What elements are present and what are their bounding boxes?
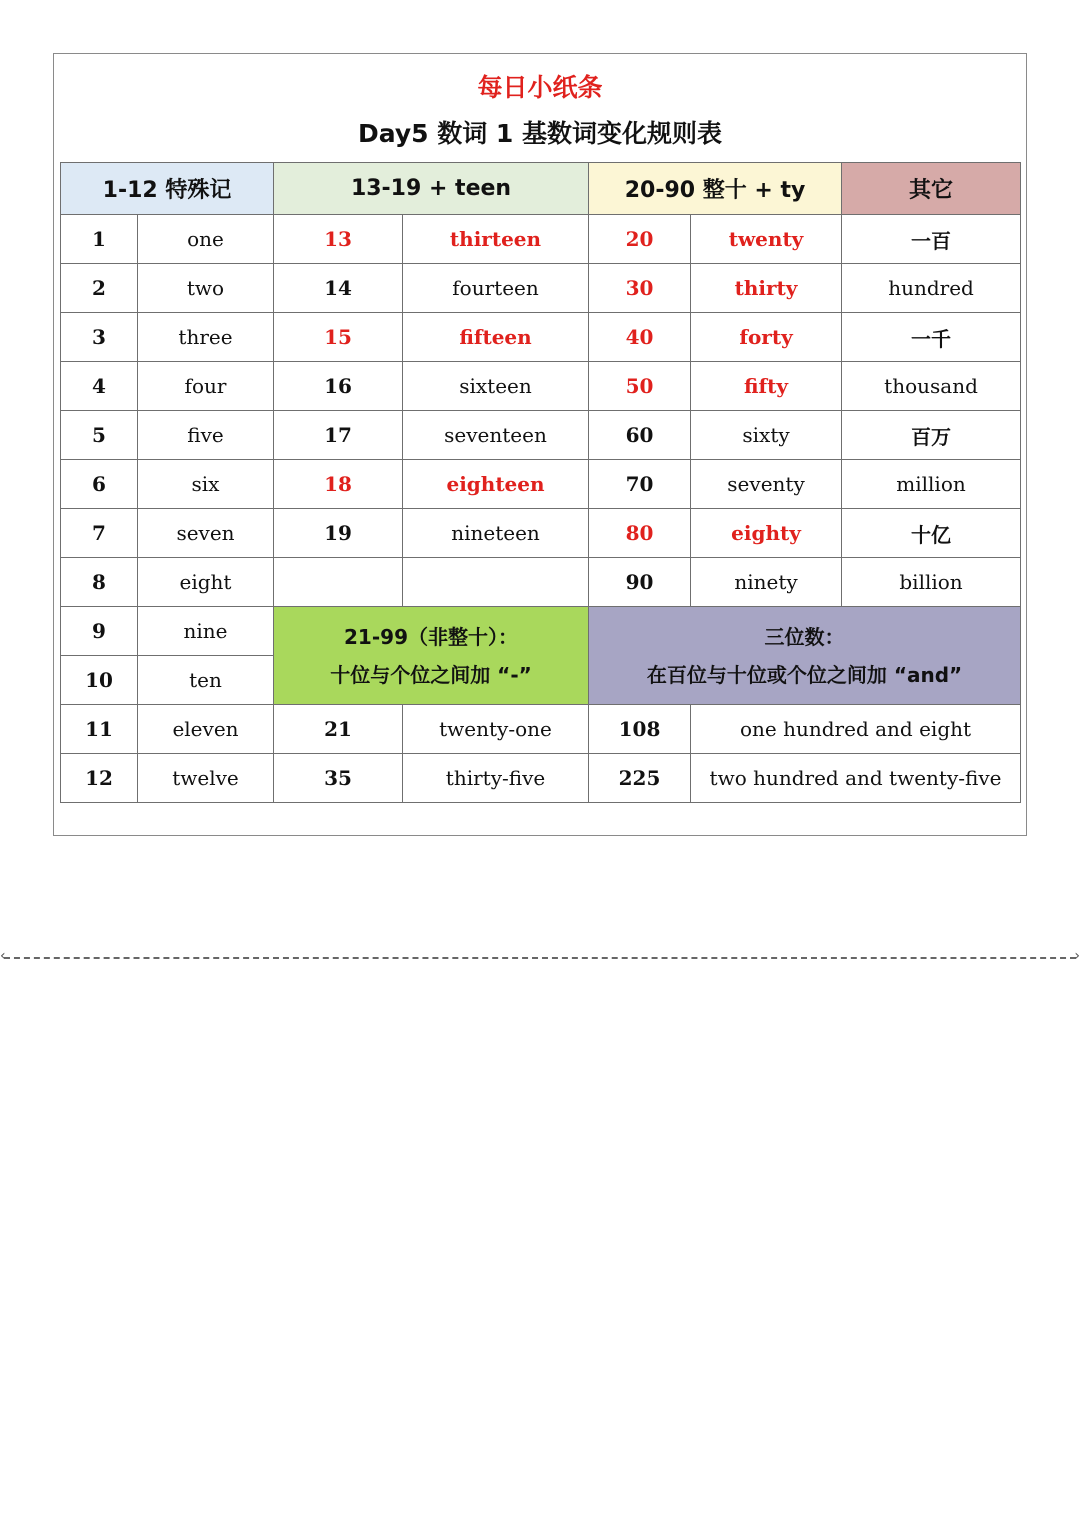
word-cell: eighty [691, 509, 842, 558]
table-header-row [61, 163, 1021, 215]
cardinal-numbers-table [60, 162, 1021, 803]
other-cell: 十亿 [842, 509, 1021, 558]
cut-line-right-arrow-icon: › [1074, 948, 1080, 964]
word-cell: eighteen [403, 460, 589, 509]
word-cell: eight [138, 558, 274, 607]
number-cell: 14 [274, 264, 403, 313]
number-cell: 5 [61, 411, 138, 460]
table-row [61, 754, 1021, 803]
table-row [61, 362, 1021, 411]
word-cell: one [138, 215, 274, 264]
number-cell: 80 [589, 509, 691, 558]
number-cell: 40 [589, 313, 691, 362]
three-digit-rule-line2: 在百位与十位或个位之间加 “and” [646, 662, 963, 687]
header-teen: 13-19 + teen [274, 163, 589, 215]
table-row [61, 509, 1021, 558]
word-cell: fifty [691, 362, 842, 411]
header-special: 1-12 特殊记 [61, 163, 274, 215]
word-cell: nineteen [403, 509, 589, 558]
empty-cell [274, 558, 403, 607]
word-cell: sixty [691, 411, 842, 460]
header-other: 其它 [842, 163, 1021, 215]
number-cell: 30 [589, 264, 691, 313]
number-cell: 90 [589, 558, 691, 607]
word-cell: two hundred and twenty-five [691, 754, 1021, 803]
cut-line-left-arrow-icon: ‹ [0, 948, 6, 964]
table-row [61, 411, 1021, 460]
other-cell: 百万 [842, 411, 1021, 460]
number-cell: 35 [274, 754, 403, 803]
word-cell: fifteen [403, 313, 589, 362]
cut-line [4, 957, 1076, 959]
number-cell: 8 [61, 558, 138, 607]
table-row [61, 607, 1021, 656]
other-cell: billion [842, 558, 1021, 607]
table-row [61, 705, 1021, 754]
word-cell: one hundred and eight [691, 705, 1021, 754]
number-cell: 12 [61, 754, 138, 803]
two-digit-rule-note [274, 607, 589, 705]
table-row [61, 558, 1021, 607]
number-cell: 4 [61, 362, 138, 411]
number-cell: 11 [61, 705, 138, 754]
table-row [61, 460, 1021, 509]
empty-cell [403, 558, 589, 607]
number-cell: 1 [61, 215, 138, 264]
number-cell: 108 [589, 705, 691, 754]
number-cell: 20 [589, 215, 691, 264]
other-cell: hundred [842, 264, 1021, 313]
number-cell: 10 [61, 656, 138, 705]
number-cell: 16 [274, 362, 403, 411]
number-cell: 7 [61, 509, 138, 558]
word-cell: seventy [691, 460, 842, 509]
word-cell: seven [138, 509, 274, 558]
page-subtitle: Day5 数词 1 基数词变化规则表 [357, 119, 723, 148]
number-cell: 15 [274, 313, 403, 362]
word-cell: two [138, 264, 274, 313]
other-cell: 一千 [842, 313, 1021, 362]
number-cell: 13 [274, 215, 403, 264]
word-cell: forty [691, 313, 842, 362]
word-cell: three [138, 313, 274, 362]
word-cell: fourteen [403, 264, 589, 313]
word-cell: nine [138, 607, 274, 656]
number-cell: 18 [274, 460, 403, 509]
number-cell: 2 [61, 264, 138, 313]
word-cell: twelve [138, 754, 274, 803]
table-row [61, 215, 1021, 264]
word-cell: twenty-one [403, 705, 589, 754]
word-cell: ninety [691, 558, 842, 607]
word-cell: seventeen [403, 411, 589, 460]
number-cell: 70 [589, 460, 691, 509]
number-cell: 19 [274, 509, 403, 558]
word-cell: five [138, 411, 274, 460]
word-cell: twenty [691, 215, 842, 264]
two-digit-rule-line2: 十位与个位之间加 “-” [330, 662, 532, 687]
table-row [61, 313, 1021, 362]
word-cell: four [138, 362, 274, 411]
table-row [61, 264, 1021, 313]
other-cell: million [842, 460, 1021, 509]
number-cell: 50 [589, 362, 691, 411]
word-cell: thirty-five [403, 754, 589, 803]
other-cell: 一百 [842, 215, 1021, 264]
number-cell: 60 [589, 411, 691, 460]
other-cell: thousand [842, 362, 1021, 411]
three-digit-rule-line1: 三位数： [764, 624, 845, 649]
word-cell: thirty [691, 264, 842, 313]
three-digit-rule-note [589, 607, 1021, 705]
number-cell: 6 [61, 460, 138, 509]
word-cell: thirteen [403, 215, 589, 264]
word-cell: eleven [138, 705, 274, 754]
two-digit-rule-line1: 21-99（非整十）： [344, 624, 518, 649]
header-ty: 20-90 整十 + ty [589, 163, 842, 215]
number-cell: 21 [274, 705, 403, 754]
number-cell: 17 [274, 411, 403, 460]
word-cell: sixteen [403, 362, 589, 411]
word-cell: ten [138, 656, 274, 705]
number-cell: 9 [61, 607, 138, 656]
number-cell: 3 [61, 313, 138, 362]
number-cell: 225 [589, 754, 691, 803]
page-title: 每日小纸条 [477, 73, 603, 102]
word-cell: six [138, 460, 274, 509]
